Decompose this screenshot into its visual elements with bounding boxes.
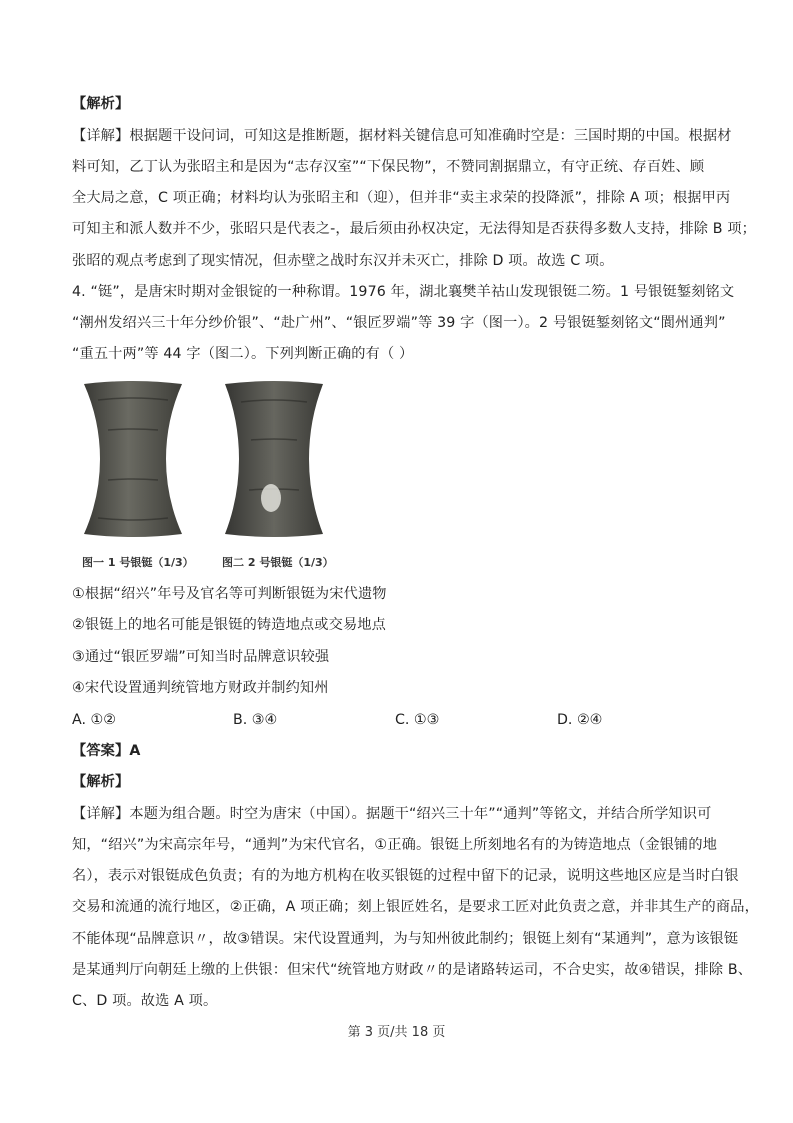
question-stem-line: “重五十两”等 44 字（图二）。下列判断正确的有（ ） (72, 346, 414, 362)
figure-2-caption: 图二 2 号银铤（1/3） (222, 556, 334, 569)
analysis-line: 张昭的观点考虑到了现实情况，但赤壁之战时东汉并未灭亡，排除 D 项。故选 C 项。 (72, 253, 614, 269)
analysis-line: 不能体现“品牌意识〃，故③错误。宋代设置通判，为与知州彼此制约；银铤上刻有“某通判”，意为该银铤 (72, 931, 739, 947)
page-number: 第 3 页/共 18 页 (347, 1025, 446, 1040)
silver-ingot-1-image (78, 380, 188, 538)
analysis-line: 【详解】根据题干设问词，可知这是推断题，据材料关键信息可知准确时空是：三国时期的中国。根据材 (72, 128, 732, 144)
silver-ingot-2-image (219, 380, 329, 538)
statement-3: ③通过“银匠罗端”可知当时品牌意识较强 (72, 649, 330, 665)
statement-4: ④宋代设置通判统管地方财政并制约知州 (72, 680, 329, 696)
analysis-line: 全大局之意，C 项正确；材料均认为张昭主和（迎），但并非“卖主求荣的投降派”，排除 A 项；根据甲丙 (72, 190, 731, 206)
figure-1-caption: 图一 1 号银铤（1/3） (82, 556, 194, 569)
question-stem-line: 4. “铤”，是唐宋时期对金银锭的一种称谓。1976 年，湖北襄樊羊祜山发现银铤二笏。1 号银铤錾刻铭文 (72, 284, 735, 300)
answer-label: 【答案】A (72, 743, 141, 759)
ingot-1-drawing (78, 380, 188, 538)
option-b: B. ③④ (233, 712, 278, 728)
question-stem-line: “潮州发绍兴三十年分纱价银”、“赴广州”、“银匠罗端”等 39 字（图一）。2 号银铤錾刻铭文“閬州通判” (72, 315, 726, 331)
option-c: C. ①③ (395, 712, 440, 728)
ingot-2-drawing (219, 380, 329, 538)
analysis-line: 名），表示对银铤成色负责；有的为地方机构在收买银铤的过程中留下的记录，说明这些地区应是当时白银 (72, 868, 739, 884)
option-d: D. ②④ (557, 712, 603, 728)
analysis-line: 可知主和派人数并不少，张昭只是代表之-，最后须由孙权决定，无法得知是否获得多数人支持，排除 B 项； (72, 221, 757, 237)
analysis-line: 【详解】本题为组合题。时空为唐宋（中国）。据题干“绍兴三十年”“通判”等铭文，并结合所学知识可 (72, 806, 712, 822)
analysis-line: 交易和流通的流行地区，②正确，A 项正确；刻上银匠姓名，是要求工匠对此负责之意，并非其生产的商品， (72, 899, 759, 915)
statement-2: ②银铤上的地名可能是银铤的铸造地点或交易地点 (72, 617, 386, 633)
analysis-line: 是某通判厅向朝廷上缴的上供银：但宋代“统管地方财政〃的是诸路转运司，不合史实，故④错误，排除 B、 (72, 962, 753, 978)
analysis-line: 知，“绍兴”为宋高宗年号，“通判”为宋代官名，①正确。银铤上所刻地名有的为铸造地点（金银铺的地 (72, 837, 718, 853)
analysis-heading-2: 【解析】 (72, 774, 130, 790)
analysis-line: 料可知，乙丁认为张昭主和是因为“志存汉室”“下保民物”，不赞同割据鼎立，有守正统、存百姓、顾 (72, 159, 705, 175)
analysis-heading: 【解析】 (72, 96, 130, 112)
analysis-line: C、D 项。故选 A 项。 (72, 993, 218, 1009)
option-a: A. ①② (72, 712, 116, 728)
statement-1: ①根据“绍兴”年号及官名等可判断银铤为宋代遗物 (72, 586, 387, 602)
